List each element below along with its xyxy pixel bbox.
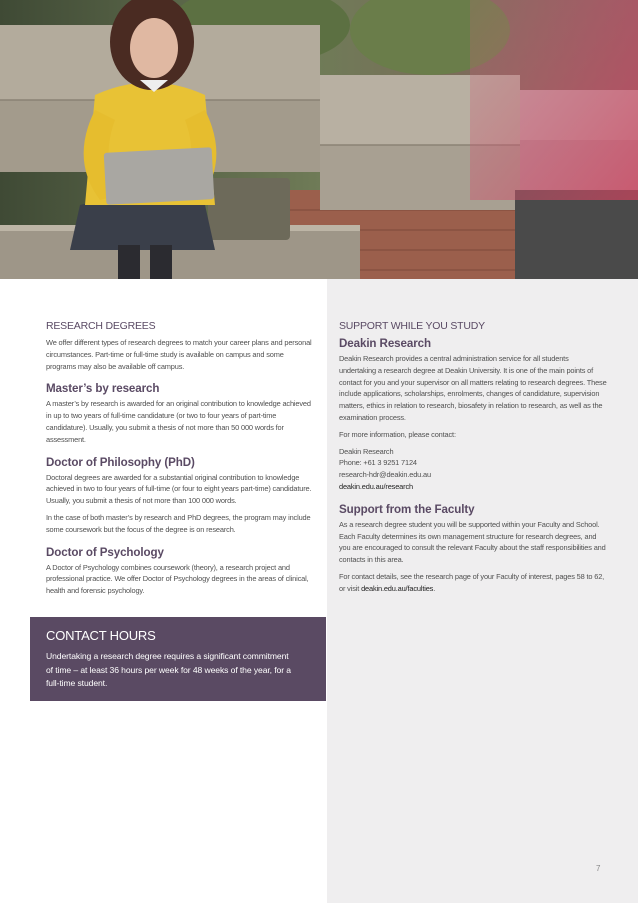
faculty-text: As a research degree student you will be supported within your Faculty and School. Each Faculty determines its own management structure for research degrees, and you are encouraged to consult the relevant Faculty about the staff responsibilities and contacts in this area.	[339, 519, 606, 565]
student-laptop-photo	[0, 0, 638, 279]
contact-details	[339, 446, 607, 493]
contact-hours-title: CONTACT HOURS	[46, 628, 156, 643]
research-web-link[interactable]: deakin.edu.au/research	[339, 481, 413, 491]
contact-hours-text: Undertaking a research degree requires a significant commitment of time – at least 36 hours per week for 48 weeks of the year, for a full-time student.	[46, 651, 291, 689]
masters-heading: Master’s by research	[46, 382, 160, 396]
right-column	[339, 320, 607, 600]
deakin-research-heading: Deakin Research	[339, 337, 431, 350]
more-info-text: For more information, please contact:	[339, 429, 456, 439]
phd-heading: Doctor of Philosophy (PhD)	[46, 455, 195, 469]
masters-text: A master’s by research is awarded for an original contribution to knowledge achieved in up to two years of full-time candidature (or two to four years of part-time candidature). Usually, you submit a thesis of not more than 50 000 words for assessment.	[46, 399, 311, 444]
page-number: 7	[596, 864, 601, 873]
deakin-research-text: Deakin Research provides a central administration service for all students undertaking a research degree at Deakin University. It is one of the main points of contact for you and your supervisor on all matters relating to research degrees. These include applications, scholarships, enrolments, changes of candidature, supervision matters, ethics in relation to research, biosafety in relation to research, as well as the examination process.	[339, 354, 607, 422]
support-heading: SUPPORT WHILE YOU STUDY	[339, 320, 485, 332]
faculty-contact-text	[339, 571, 607, 595]
phd-text: Doctoral degrees are awarded for a substantial original contribution to knowledge achieved in two to four years of full-time (or four to eight years part-time) candidature. Usually, you submit a thesis of not more than 100 000 words.	[46, 472, 312, 506]
hero-photo	[0, 0, 638, 279]
faculty-contact-prefix: For contact details, see the research page of your Faculty of interest, pages 58 to 62, or visit	[339, 571, 605, 593]
contact-hours-box	[30, 617, 326, 701]
phd-text-note: In the case of both master’s by research and PhD degrees, the program may include some coursework but the focus of the degree is on research.	[46, 512, 311, 534]
psychology-heading: Doctor of Psychology	[46, 545, 164, 559]
faculty-contact-suffix: .	[433, 583, 436, 593]
faculties-web-link[interactable]: deakin.edu.au/faculties	[361, 583, 434, 593]
contact-email-link[interactable]: research-hdr@deakin.edu.au	[339, 470, 431, 480]
faculty-heading: Support from the Faculty	[339, 502, 475, 516]
contact-phone: Phone: +61 3 9251 7124	[339, 458, 417, 468]
psychology-text: A Doctor of Psychology combines coursework (theory), a research project and professional practice. We offer Doctor of Psychology degrees in the areas of clinical, health and forensic psychology.	[46, 562, 309, 596]
contact-name: Deakin Research	[339, 446, 394, 456]
left-column	[46, 320, 314, 602]
research-degrees-text: We offer different types of research degrees to match your career plans and personal circumstances. Part-time or full-time study is available on campus and some programs may also be available off campus.	[46, 338, 312, 371]
research-degrees-heading: RESEARCH DEGREES	[46, 320, 156, 332]
